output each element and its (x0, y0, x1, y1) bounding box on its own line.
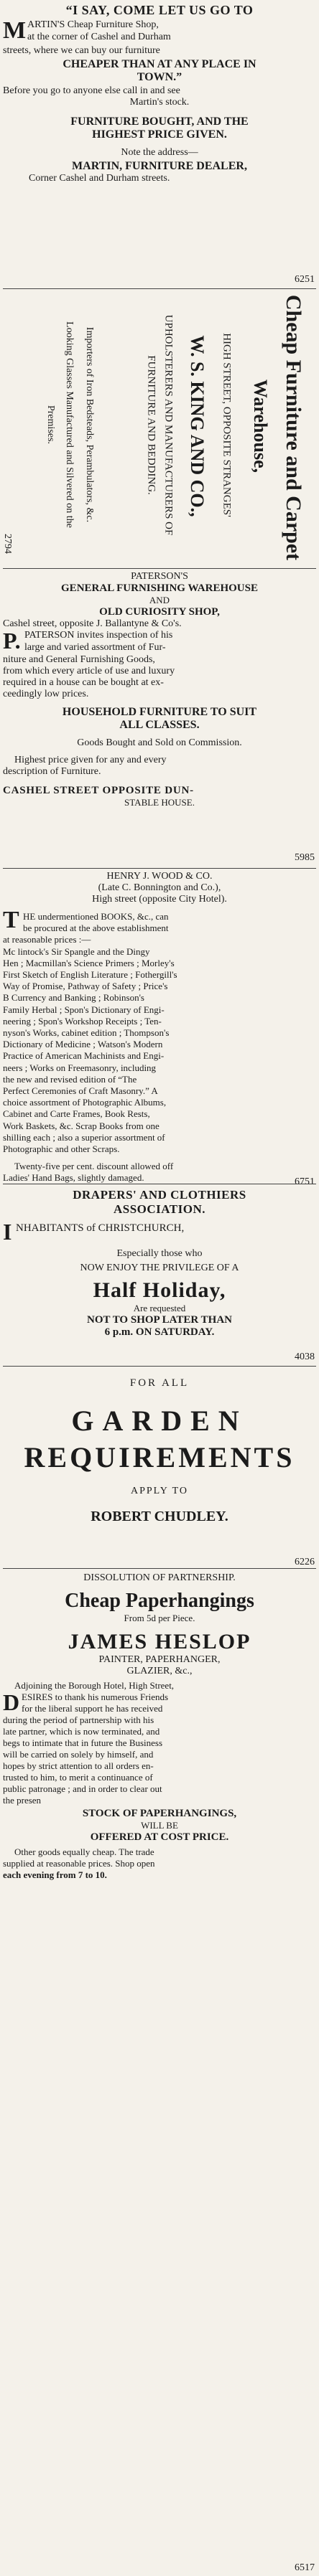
ad5-line1: NHABITANTS of CHRISTCHURCH, (16, 1222, 185, 1234)
ad7-body-line: for the liberal support he has received (22, 1703, 163, 1714)
ad2-title: Cheap Furniture and Carpet (282, 294, 305, 561)
ad3-head6: ALL CLASSES. (119, 719, 200, 731)
ad2-importers: Importers of Iron Bedsteads, Perambulators, &c. (84, 326, 95, 523)
ad7-body-line: ESIRES to thank his numerous Friends (22, 1692, 169, 1702)
ad1-head3: HIGHEST PRICE GIVEN. (92, 128, 227, 141)
rule-3 (3, 868, 316, 869)
ad1-note: Note the address— (121, 147, 198, 158)
ad6-name: ROBERT CHUDLEY. (91, 1509, 228, 1524)
ad7-body-line: during the period of partnership with his (3, 1714, 154, 1725)
ad4-body-line: shilling each ; also a superior assortment of (3, 1131, 165, 1143)
ad2-premises: Premises. (45, 405, 56, 445)
ad1-line4: CHEAPER THAN AT ANY PLACE IN (63, 58, 256, 70)
martin-furniture-ad (0, 0, 319, 285)
ad7-other2: supplied at reasonable prices. Shop open (3, 1858, 155, 1869)
ad3-head3: AND (149, 595, 170, 605)
ad7-body-line: will be carried on solely by himself, and (3, 1749, 154, 1760)
ad7-body-line: begs to intimate that in future the Business (3, 1737, 163, 1748)
ad5-half-holiday: Half Holiday, (93, 1278, 226, 1302)
ad6-garden: GARDEN (71, 1405, 248, 1437)
ad5-line5: NOT TO SHOP LATER THAN (86, 1314, 232, 1326)
ad3-line8: Goods Bought and Sold on Commission. (77, 737, 242, 748)
ad4-body-line: Ladies' Hand Bags, slightly damaged. (3, 1172, 144, 1184)
ad4-body-line: the new and revised edition of “The (3, 1073, 137, 1085)
ad4-body-line: Dictionary of Medicine ; Watson's Modern (3, 1039, 163, 1050)
ad4-dropcap: T (3, 907, 19, 933)
ad3-line12: STABLE HOUSE. (124, 797, 195, 808)
ad4-body-line: Photographic and other Scraps. (3, 1143, 120, 1155)
ad3-line2: PATERSON invites inspection of his (24, 630, 173, 641)
ad4-body-line: nyson's Works, cabinet edition ; Thompson's (3, 1027, 170, 1039)
ad1-dropcap: M (3, 17, 27, 44)
ad1-line5: TOWN.” (137, 71, 182, 83)
rule-6 (3, 1568, 316, 1569)
ad2-street: HIGH STREET, OPPOSITE STRANGES' (221, 333, 233, 517)
ad4-body-line: Mc lintock's Sir Spangle and the Dingy (3, 945, 150, 957)
ad2-upholsterers: UPHOLSTERERS AND MANUFACTURERS OF (162, 314, 175, 536)
ad7-other1: Other goods equally cheap. The trade (14, 1846, 154, 1857)
ad6-apply: APPLY TO (130, 1486, 189, 1496)
ad7-head3: From 5d per Piece. (124, 1613, 195, 1623)
ad3-line9: Highest price given for any and every (14, 755, 167, 765)
ad7-number: 6517 (295, 2562, 315, 2573)
ad4-head2: (Late C. Bonnington and Co.), (98, 882, 221, 893)
ad4-body-line: choice assortment of Photographic Albums, (3, 1097, 167, 1108)
rule-5 (3, 1366, 316, 1367)
ad7-body-line: late partner, which is now terminated, and (3, 1726, 160, 1737)
ad4-body-line: Twenty-five per cent. discount allowed off (14, 1161, 174, 1172)
ad3-dropcap: P. (3, 628, 21, 654)
ad1-line1: ARTIN'S Cheap Furniture Shop, (27, 19, 159, 30)
ad4-body-line: at reasonable prices :— (3, 934, 91, 945)
ad7-body-line: the presen (3, 1795, 42, 1806)
ad3-head1: PATERSON'S (131, 571, 188, 582)
ad2-furniture: FURNITURE AND BEDDING. (145, 355, 157, 495)
ad1-addr: MARTIN, FURNITURE DEALER, (72, 160, 247, 172)
king-furniture-ad (0, 290, 319, 567)
ad2-glasses: Looking Glasses Manufactured and Silvered on the (64, 321, 75, 528)
ad7-head2: Cheap Paperhangings (65, 1590, 254, 1612)
ad7-body-line: Adjoining the Borough Hotel, High Street, (14, 1680, 175, 1691)
ad3-line3: large and varied assortment of Fur- (24, 642, 166, 653)
ad1-line7: Martin's stock. (129, 97, 190, 108)
ad4-body-line: Work Baskets, &c. Scrap Books from one (3, 1120, 160, 1131)
ad4-body-line: neering ; Spon's Workshop Receipts ; Ten- (3, 1015, 162, 1027)
ad4-body-line: Practice of American Machinists and Engi- (3, 1050, 165, 1062)
ad5-dropcap: I (3, 1219, 12, 1245)
ad5-head2: ASSOCIATION. (113, 1202, 206, 1216)
ad1-line2: at the corner of Cashel and Durham (27, 32, 171, 42)
paterson-ad (0, 571, 319, 863)
ad5-line4: Are requested (133, 1303, 186, 1313)
ad1-headline: “I SAY, COME LET US GO TO (65, 3, 254, 17)
ad4-body (0, 911, 319, 1184)
ad3-line10: description of Furniture. (3, 766, 101, 777)
ad5-number: 4038 (295, 1351, 315, 1362)
ad3-line4: niture and General Furnishing Goods, (3, 654, 155, 665)
ad7-cost: OFFERED AT COST PRICE. (90, 1831, 229, 1843)
ad4-body-line: Hen ; Macmillan's Science Primers ; Morley's (3, 957, 175, 968)
ad4-number: 6751 (295, 1176, 315, 1187)
ad6-requirements: REQUIREMENTS (24, 1441, 295, 1473)
ad4-body-line: be procured at the above establishment (23, 923, 169, 934)
ad7-offered: WILL BE (141, 1820, 178, 1831)
ad3-head2: GENERAL FURNISHING WAREHOUSE (61, 582, 258, 594)
ad4-body-line (0, 1155, 319, 1161)
ad7-head1: DISSOLUTION OF PARTNERSHIP. (83, 1572, 236, 1583)
ad7-dropcap: D (3, 1689, 20, 1715)
ad6-number: 6226 (295, 1557, 315, 1567)
ad7-name: JAMES HESLOP (68, 1630, 251, 1653)
ad2-number: 2794 (2, 534, 13, 554)
ad5-line6: 6 p.m. ON SATURDAY. (104, 1326, 215, 1338)
ad3-line1: Cashel street, opposite J. Ballantyne & Co's. (3, 618, 182, 629)
ad5-line2: Especially those who (116, 1248, 203, 1259)
ad3-line11: CASHEL STREET OPPOSITE DUN- (3, 785, 194, 796)
ad7-body-line: public patronage ; and in order to clear out (3, 1783, 162, 1794)
ad2-name: W. S. KING AND CO., (187, 335, 208, 517)
ad4-body-line: HE undermentioned BOOKS, &c., can (23, 911, 169, 922)
ad4-body-line: Family Herbal ; Spon's Dictionary of Engi- (3, 1004, 165, 1015)
ad4-body-line: B Currency and Banking ; Robinson's (3, 992, 144, 1004)
rule-2 (3, 568, 316, 569)
ad1-line6: Before you go to anyone else call in and see (3, 85, 180, 96)
ad3-head4: OLD CURIOSITY SHOP, (99, 606, 220, 618)
ad7-title1: PAINTER, PAPERHANGER, (98, 1654, 221, 1665)
ad5-line3: NOW ENJOY THE PRIVILEGE OF A (80, 1263, 239, 1273)
ad4-body-line: Cabinet and Carte Frames, Book Rests, (3, 1108, 150, 1120)
ad3-line7: ceedingly low prices. (3, 689, 89, 699)
ad3-line6: required in a house can be bought at ex- (3, 677, 164, 688)
ad1-corner: Corner Cashel and Durham streets. (29, 173, 170, 184)
ad4-body-line: Perfect Ceremonies of Craft Masonry.” A (3, 1085, 158, 1097)
ad2-warehouse: Warehouse, (250, 379, 271, 473)
ad7-other3: each evening from 7 to 10. (3, 1869, 107, 1880)
ad4-body-line: First Sketch of English Literature ; Fothergill's (3, 969, 177, 981)
ad3-head5: HOUSEHOLD FURNITURE TO SUIT (62, 706, 257, 718)
ad4-body-line: Way of Promise, Pathway of Safety ; Price's (3, 981, 168, 992)
ad4-head1: HENRY J. WOOD & CO. (106, 871, 213, 882)
ad4-head3: High street (opposite City Hotel). (92, 894, 227, 905)
ad1-head2: FURNITURE BOUGHT, AND THE (70, 115, 249, 128)
ad7-body-line: hopes by strict attention to all orders en- (3, 1760, 154, 1771)
garden-ad (0, 1367, 319, 1567)
ad4-body-line: neers ; Works on Freemasonry, including (3, 1062, 157, 1073)
ad1-line3: streets, where we can buy our furniture (3, 45, 160, 56)
ad7-stock: STOCK OF PAPERHANGINGS, (82, 1808, 237, 1819)
ad6-for-all: FOR ALL (129, 1377, 190, 1389)
wood-books-ad (0, 871, 319, 1187)
ad1-number: 6251 (295, 274, 315, 285)
ad3-line5: from which every article of use and luxury (3, 666, 175, 676)
ad7-title2: GLAZIER, &c., (126, 1666, 193, 1676)
drapers-ad (0, 1188, 319, 1362)
ad5-head1: DRAPERS' AND CLOTHIERS (73, 1188, 246, 1202)
ad7-body-line: trusted to him, to merit a continuance of (3, 1772, 153, 1783)
heslop-ad (0, 1572, 319, 2573)
ad3-number: 5985 (295, 852, 315, 863)
